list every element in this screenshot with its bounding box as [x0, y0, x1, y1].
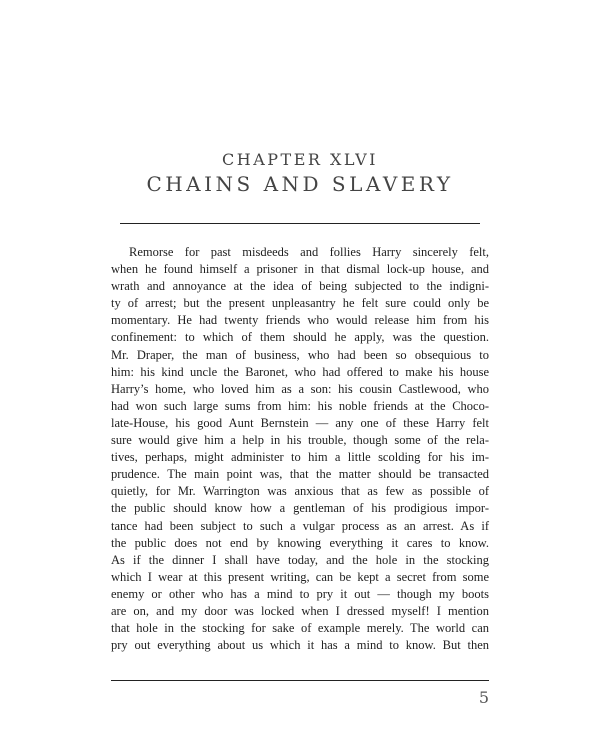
text-line: sure would give him a help in his trouble, though some of the rela- — [111, 433, 489, 448]
text-line: enemy or other who has a mind to pry it out — though my boots — [111, 586, 489, 601]
text-line: confinement: to which of them should he apply, was the question. — [111, 330, 489, 345]
body-paragraph — [111, 244, 489, 654]
text-line: As if the dinner I shall have today, and the hole in the stocking — [111, 552, 489, 567]
text-line: tance had been subject to such a vulgar process as an arrest. As if — [111, 518, 489, 533]
text-line: him: his kind uncle the Baronet, who had offered to make his house — [111, 364, 489, 379]
text-line: the public should know how a gentleman of his prodigious impor- — [111, 501, 489, 516]
text-line: Remorse for past misdeeds and follies Harry sincerely felt, — [129, 245, 489, 259]
text-line: when he found himself a prisoner in that dismal lock-up house, and — [111, 262, 489, 277]
text-line: that hole in the stocking for sake of example merely. The world can — [111, 621, 489, 636]
text-line: momentary. He had twenty friends who would release him from his — [111, 313, 489, 328]
text-line: wrath and annoyance at the idea of being subjected to the indigni- — [111, 279, 489, 294]
page-number: 5 — [478, 688, 489, 707]
text-line: tives, perhaps, might administer to him a little scolding for his im- — [111, 450, 489, 465]
text-line: Harry’s home, who loved him as a son: his cousin Castlewood, who — [111, 381, 489, 396]
text-line: are on, and my door was locked when I dressed myself! I mention — [111, 603, 489, 618]
text-line: ty of arrest; but the present unpleasantry he felt sure could only be — [111, 296, 489, 311]
text-line: Mr. Draper, the man of business, who had been so obsequious to — [111, 347, 489, 362]
text-line: the public does not end by knowing everything it cares to know. — [111, 535, 489, 550]
chapter-number: CHAPTER XLVI — [222, 150, 378, 169]
text-line: had won such large sums from him: his noble friends at the Choco- — [111, 398, 489, 413]
text-line: pry out everything about us which it has a mind to know. But then — [111, 638, 489, 653]
chapter-title: CHAINS AND SLAVERY — [146, 172, 454, 196]
top-divider — [120, 223, 480, 224]
text-line: which I wear at this present writing, can be kept a secret from some — [111, 569, 489, 584]
text-line: quietly, for Mr. Warrington was anxious that as few as possible of — [111, 484, 489, 499]
text-line: late-House, his good Aunt Bernstein — any one of these Harry felt — [111, 415, 489, 430]
text-line: prudence. The main point was, that the matter should be transacted — [111, 467, 489, 482]
bottom-divider — [111, 680, 489, 681]
